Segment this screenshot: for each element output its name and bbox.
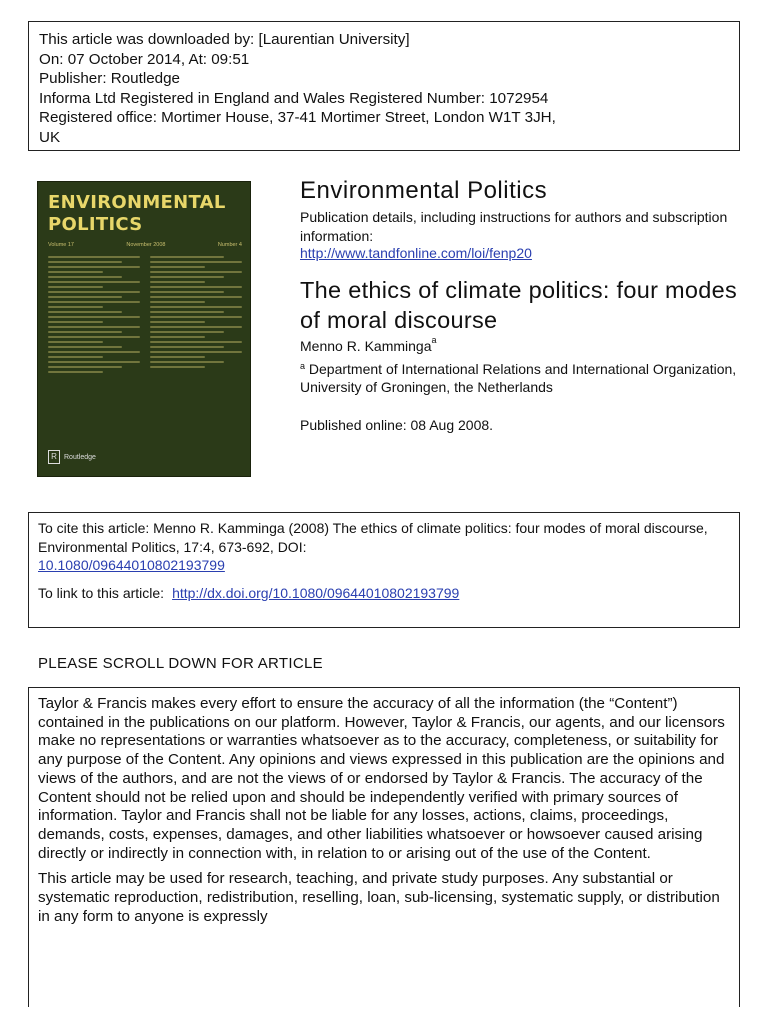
download-line: This article was downloaded by: [Laurentian University] [39, 31, 410, 48]
cover-contents-column [150, 256, 242, 436]
cover-contents [48, 256, 242, 436]
cover-title-line: ENVIRONMENTAL [48, 192, 226, 213]
affiliation-text: Department of International Relations and International Organization, University of Groningen, the Netherlands [300, 361, 737, 395]
article-title: The ethics of climate politics: four modes of moral discourse [300, 277, 738, 333]
disclaimer-paragraph: This article may be used for research, teaching, and private study purposes. Any substantial or systematic reproduction, redistribution, reselling, loan, sub-licensing, systematic supply, or distribution in any form to anyone is expressly [38, 870, 720, 925]
article-link-line [38, 584, 730, 603]
author-name: Menno R. Kamminga [300, 338, 432, 354]
published-date: Published online: 08 Aug 2008. [300, 417, 494, 433]
download-line: Publisher: Routledge [39, 70, 180, 87]
download-line: Registered office: Mortimer House, 37-41 Mortimer Street, London W1T 3JH, [39, 109, 556, 126]
cover-contents-column [48, 256, 140, 436]
journal-url-link[interactable]: http://www.tandfonline.com/loi/fenp20 [300, 245, 532, 261]
cover-title [48, 192, 226, 236]
download-line: Informa Ltd Registered in England and Wales Registered Number: 1072954 [39, 89, 549, 107]
disclaimer-box [28, 687, 740, 1007]
article-doi-url-link[interactable]: http://dx.doi.org/10.1080/09644010802193799 [172, 584, 460, 601]
cover-month: November 2008 [126, 242, 166, 248]
journal-title: Environmental Politics [300, 177, 548, 204]
download-line: UK [39, 128, 61, 146]
journal-cover-image[interactable] [37, 181, 251, 477]
affiliation [300, 361, 740, 396]
disclaimer-paragraph: Taylor & Francis makes every effort to ensure the accuracy of all the information (the “Content”) contained in the publications on our platform. However, Taylor & Francis, our agents, and our licensors make no representations or warranties whatsoever as to the accuracy, completeness, or suitability for any purpose of the Content. Any opinions and views expressed in this publication are the opinions and views of the authors, and are not the views of or endorsed by Taylor & Francis. The accuracy of the Content should not be relied upon and should be independently verified with primary sources of information. Taylor and Francis shall not be liable for any losses, actions, claims, proceedings, demands, costs, expenses, damages, and other liabilities whatsoever or howsoever caused arising directly or indirectly in connection with, in relation to or arising out of the use of the Content. [38, 695, 725, 862]
cover-title-line: POLITICS [48, 214, 143, 235]
citation-box [28, 512, 740, 628]
author [300, 335, 437, 354]
author-affil-marker: a [431, 335, 437, 345]
cover-number: Number 4 [217, 242, 242, 248]
cover-publisher [48, 450, 96, 464]
download-line: On: 07 October 2014, At: 09:51 [39, 50, 250, 68]
citation-doi-link[interactable]: 10.1080/09644010802193799 [38, 557, 225, 573]
cover-publisher-name: Routledge [64, 453, 96, 461]
cover-volume: Volume 17 [48, 242, 74, 248]
scroll-down-notice: PLEASE SCROLL DOWN FOR ARTICLE [38, 655, 323, 672]
citation-text-body: To cite this article: Menno R. Kamminga (2008) The ethics of climate politics: four modes of moral discourse, Environmental Politics, 17:4, 673-692, DOI: [38, 520, 708, 555]
citation-text [38, 519, 730, 575]
download-notice-box [28, 21, 740, 151]
article-link-label: To link to this article: [38, 584, 165, 601]
affil-marker: a [300, 361, 306, 371]
cover-issue-info [48, 242, 242, 248]
publication-details: Publication details, including instructions for authors and subscription information: [300, 209, 728, 244]
routledge-logo-icon: R [48, 450, 60, 464]
